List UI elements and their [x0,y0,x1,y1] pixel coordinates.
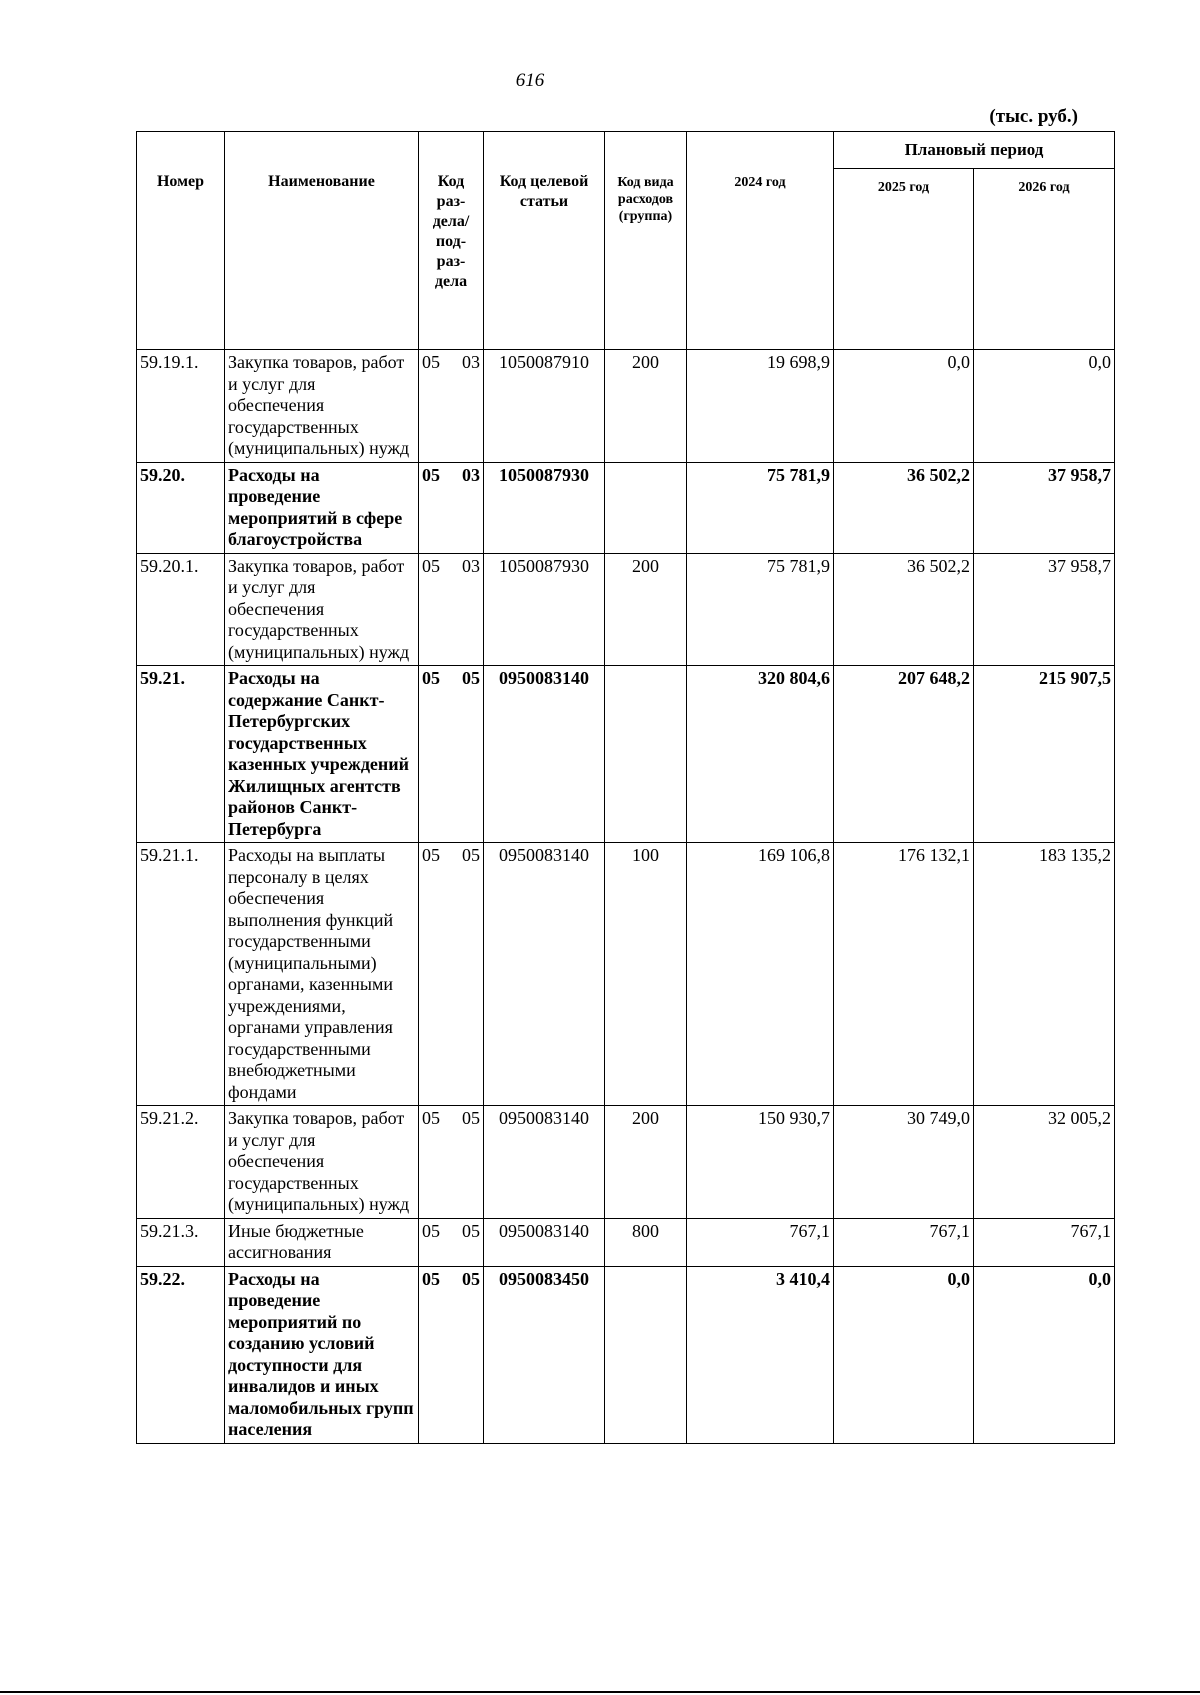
row-amount-2026: 183 135,2 [974,843,1115,1106]
row-section-code [419,1266,484,1443]
row-number: 59.22. [137,1266,225,1443]
row-subsection: 05 [462,1220,480,1241]
row-section: 05 [422,464,440,485]
row-amount-2024: 3 410,4 [687,1266,834,1443]
budget-table [136,131,1115,1444]
row-name: Расходы на проведение мероприятий по созданию условий доступности для инвалидов и иных маломобильных групп населения [225,1266,419,1443]
row-target-code: 1050087930 [484,553,605,666]
table-row [137,1266,1115,1443]
table-body [137,350,1115,1444]
row-number: 59.20. [137,462,225,553]
row-section-code [419,553,484,666]
row-section: 05 [422,555,440,576]
row-amount-2024: 169 106,8 [687,843,834,1106]
table-row [137,553,1115,666]
table-row [137,843,1115,1106]
header-planned-period: Плановый период [834,132,1115,169]
row-amount-2025: 36 502,2 [834,553,974,666]
row-number: 59.21. [137,666,225,843]
row-number: 59.19.1. [137,350,225,463]
row-amount-2026: 32 005,2 [974,1106,1115,1219]
row-name: Расходы на выплаты персоналу в целях обеспечения выполнения функций государственными (муниципальными) органами, казенными учреждениями, органами управления государственными внебюджетными фондами [225,843,419,1106]
row-section-code [419,1106,484,1219]
row-expense-type: 200 [605,350,687,463]
row-subsection: 05 [462,668,480,688]
table-row [137,1106,1115,1219]
row-expense-type: 800 [605,1218,687,1266]
row-target-code: 0950083450 [484,1266,605,1443]
row-section: 05 [422,1108,440,1128]
row-target-code: 1050087930 [484,462,605,553]
row-expense-type: 200 [605,553,687,666]
row-section-code [419,462,484,553]
row-expense-type: 100 [605,843,687,1106]
row-number: 59.21.2. [137,1106,225,1219]
row-target-code: 1050087910 [484,350,605,463]
row-target-code: 0950083140 [484,1218,605,1266]
row-expense-type [605,1266,687,1443]
row-section: 05 [422,1220,440,1241]
row-name: Закупка товаров, работ и услуг для обеспечения государственных (муниципальных) нужд [225,553,419,666]
row-name: Расходы на проведение мероприятий в сфере благоустройства [225,462,419,553]
row-section-code [419,843,484,1106]
row-amount-2024: 19 698,9 [687,350,834,463]
row-name: Иные бюджетные ассигнования [225,1218,419,1266]
row-amount-2026: 37 958,7 [974,462,1115,553]
row-subsection: 05 [462,1268,480,1289]
page-bottom-rule [0,1691,1200,1693]
row-section: 05 [422,352,440,372]
row-section-code [419,350,484,463]
row-amount-2025: 0,0 [834,1266,974,1443]
row-subsection: 03 [462,352,480,372]
row-amount-2025: 207 648,2 [834,666,974,843]
header-target: Код целевой статьи [484,132,605,350]
units-label: (тыс. руб.) [989,106,1078,127]
row-section-code [419,666,484,843]
row-target-code: 0950083140 [484,666,605,843]
row-amount-2026: 37 958,7 [974,553,1115,666]
row-section-code [419,1218,484,1266]
row-number: 59.20.1. [137,553,225,666]
row-name: Расходы на содержание Санкт-Петербургских государственных казенных учреждений Жилищных агентств районов Санкт-Петербурга [225,666,419,843]
row-amount-2024: 767,1 [687,1218,834,1266]
header-name: Наименование [225,132,419,350]
row-name: Закупка товаров, работ и услуг для обеспечения государственных (муниципальных) нужд [225,1106,419,1219]
header-expense-type: Код вида расходов (группа) [605,132,687,350]
table-row [137,666,1115,843]
row-amount-2026: 767,1 [974,1218,1115,1266]
page-number: 616 [515,70,545,91]
row-amount-2024: 150 930,7 [687,1106,834,1219]
row-amount-2025: 176 132,1 [834,843,974,1106]
row-amount-2025: 767,1 [834,1218,974,1266]
row-number: 59.21.1. [137,843,225,1106]
table-row [137,462,1115,553]
row-expense-type [605,666,687,843]
row-amount-2026: 215 907,5 [974,666,1115,843]
table-row [137,1218,1115,1266]
table-row [137,350,1115,463]
row-expense-type: 200 [605,1106,687,1219]
row-section: 05 [422,1268,440,1289]
header-number: Номер [137,132,225,350]
row-amount-2025: 0,0 [834,350,974,463]
row-expense-type [605,462,687,553]
header-2026: 2026 год [974,169,1115,350]
row-amount-2026: 0,0 [974,350,1115,463]
row-subsection: 05 [462,1108,480,1128]
row-amount-2024: 75 781,9 [687,462,834,553]
header-section: Код раз-дела/ под-раз-дела [419,132,484,350]
row-subsection: 03 [462,555,480,576]
header-row-1 [137,132,1115,169]
row-number: 59.21.3. [137,1218,225,1266]
row-amount-2026: 0,0 [974,1266,1115,1443]
row-amount-2024: 75 781,9 [687,553,834,666]
row-amount-2025: 30 749,0 [834,1106,974,1219]
row-section: 05 [422,668,440,688]
row-subsection: 05 [462,845,480,865]
row-target-code: 0950083140 [484,843,605,1106]
row-name: Закупка товаров, работ и услуг для обеспечения государственных (муниципальных) нужд [225,350,419,463]
row-amount-2024: 320 804,6 [687,666,834,843]
header-2025: 2025 год [834,169,974,350]
header-2024: 2024 год [687,132,834,350]
row-target-code: 0950083140 [484,1106,605,1219]
row-amount-2025: 36 502,2 [834,462,974,553]
row-subsection: 03 [462,464,480,485]
row-section: 05 [422,845,440,865]
